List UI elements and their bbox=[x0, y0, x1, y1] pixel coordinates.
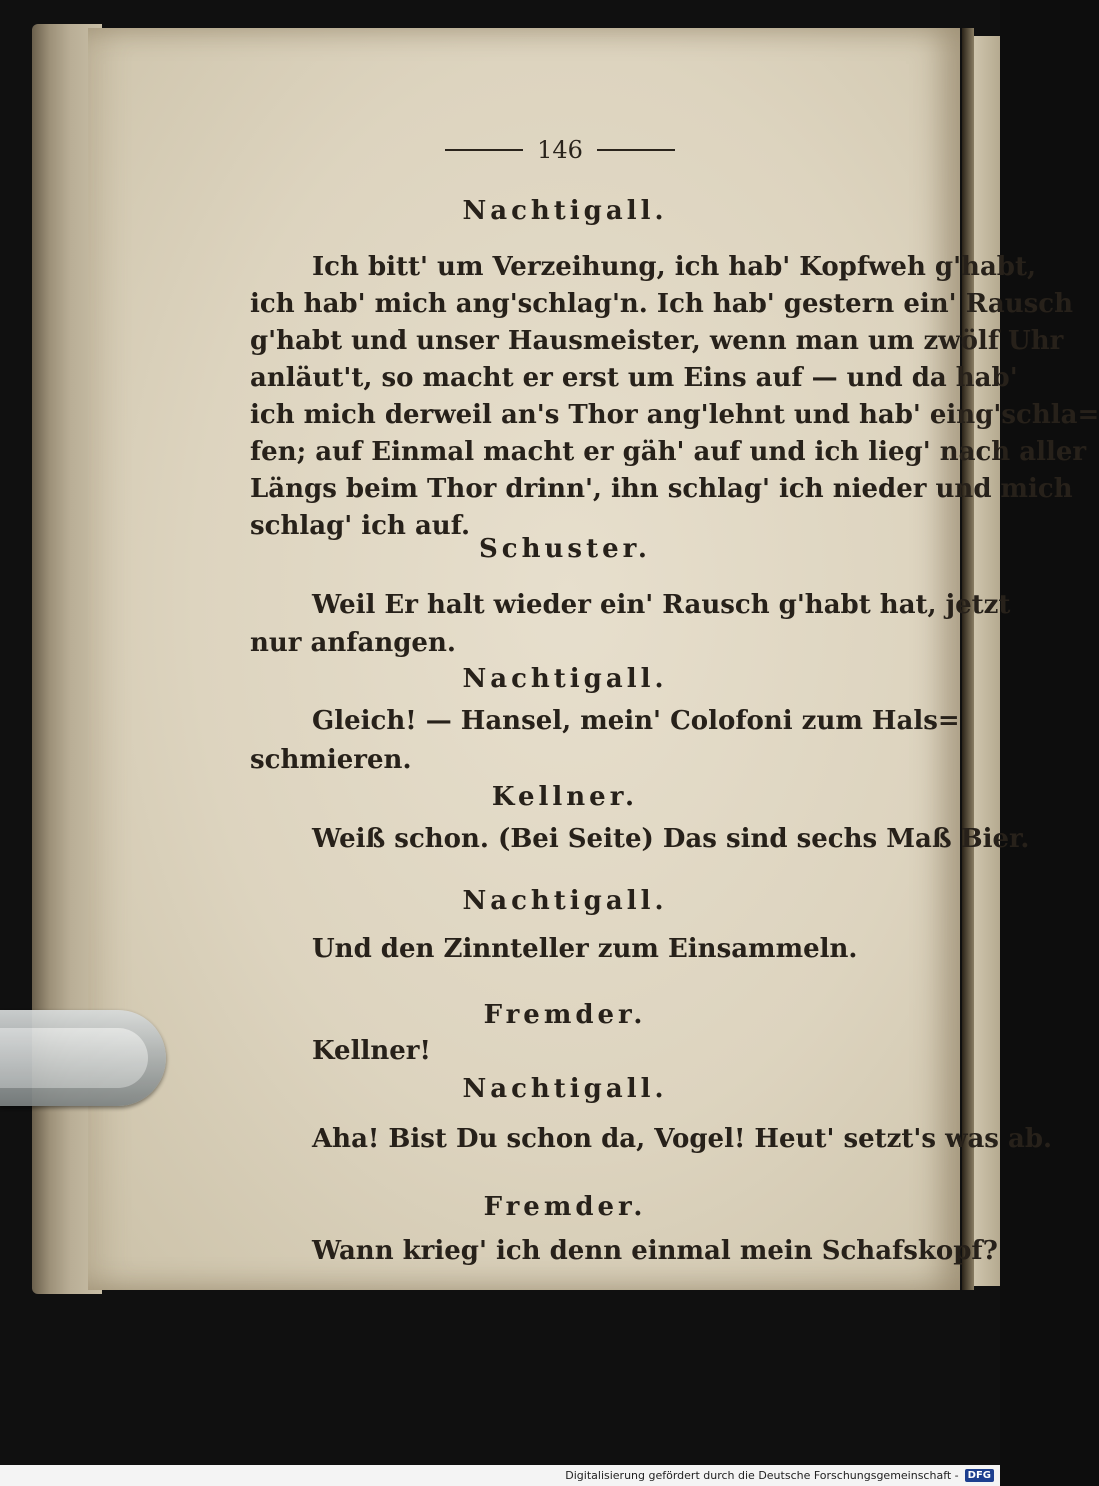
dialogue-line: fen; auf Einmal macht er gäh' auf und ich lieg' nach aller bbox=[250, 437, 1087, 467]
dialogue-line: Aha! Bist Du schon da, Vogel! Heut' setzt's was ab. bbox=[312, 1124, 1053, 1154]
dialogue-line: ich hab' mich ang'schlag'n. Ich hab' gestern ein' Rausch bbox=[250, 289, 1074, 319]
footer-credit: Digitalisierung gefördert durch die Deutsche Forschungsgemeinschaft - bbox=[565, 1469, 959, 1482]
dialogue-line: Längs beim Thor drinn', ihn schlag' ich nieder und mich bbox=[250, 474, 1073, 504]
book-gutter bbox=[962, 28, 974, 1290]
next-page-edge bbox=[974, 36, 1000, 1286]
dialogue-line: anläut't, so macht er erst um Eins auf — und da hab' bbox=[250, 363, 1018, 393]
dialogue-line: schmieren. bbox=[250, 745, 412, 775]
speaker-name: Nachtigall. bbox=[462, 1074, 668, 1104]
dialogue-line: Kellner! bbox=[312, 1036, 431, 1066]
dialogue-line: Ich bitt' um Verzeihung, ich hab' Kopfweh g'habt, bbox=[312, 252, 1037, 282]
page-header bbox=[440, 128, 680, 172]
speaker-name: Schuster. bbox=[479, 534, 651, 564]
dialogue-line: Und den Zinnteller zum Einsammeln. bbox=[312, 934, 858, 964]
dialogue-line: Weiß schon. (Bei Seite) Das sind sechs Maß Bier. bbox=[312, 824, 1030, 854]
speaker-name: Nachtigall. bbox=[462, 196, 668, 226]
dialogue-line: Weil Er halt wieder ein' Rausch g'habt hat, jetzt bbox=[312, 590, 1011, 620]
dialogue-line: schlag' ich auf. bbox=[250, 511, 471, 541]
dialogue-line: g'habt und unser Hausmeister, wenn man um zwölf Uhr bbox=[250, 326, 1064, 356]
speaker-name: Kellner. bbox=[491, 782, 639, 812]
speaker-name: Fremder. bbox=[483, 1192, 647, 1222]
dialogue-line: ich mich derweil an's Thor ang'lehnt und hab' eing'schla= bbox=[250, 400, 1099, 430]
dialogue-line: Wann krieg' ich denn einmal mein Schafskopf? bbox=[312, 1236, 998, 1266]
page-number: 146 bbox=[537, 136, 583, 164]
header-rule-left bbox=[445, 149, 523, 151]
dialogue-line: Gleich! — Hansel, mein' Colofoni zum Hals= bbox=[312, 706, 960, 736]
page-holder-clip bbox=[0, 1010, 166, 1106]
dialogue-line: nur anfangen. bbox=[250, 628, 456, 658]
digitization-footer bbox=[0, 1465, 1000, 1486]
speaker-name: Fremder. bbox=[483, 1000, 647, 1030]
clip-highlight bbox=[0, 1028, 148, 1088]
dfg-logo: DFG bbox=[965, 1469, 994, 1482]
header-rule-right bbox=[597, 149, 675, 151]
speaker-name: Nachtigall. bbox=[462, 664, 668, 694]
speaker-name: Nachtigall. bbox=[462, 886, 668, 916]
